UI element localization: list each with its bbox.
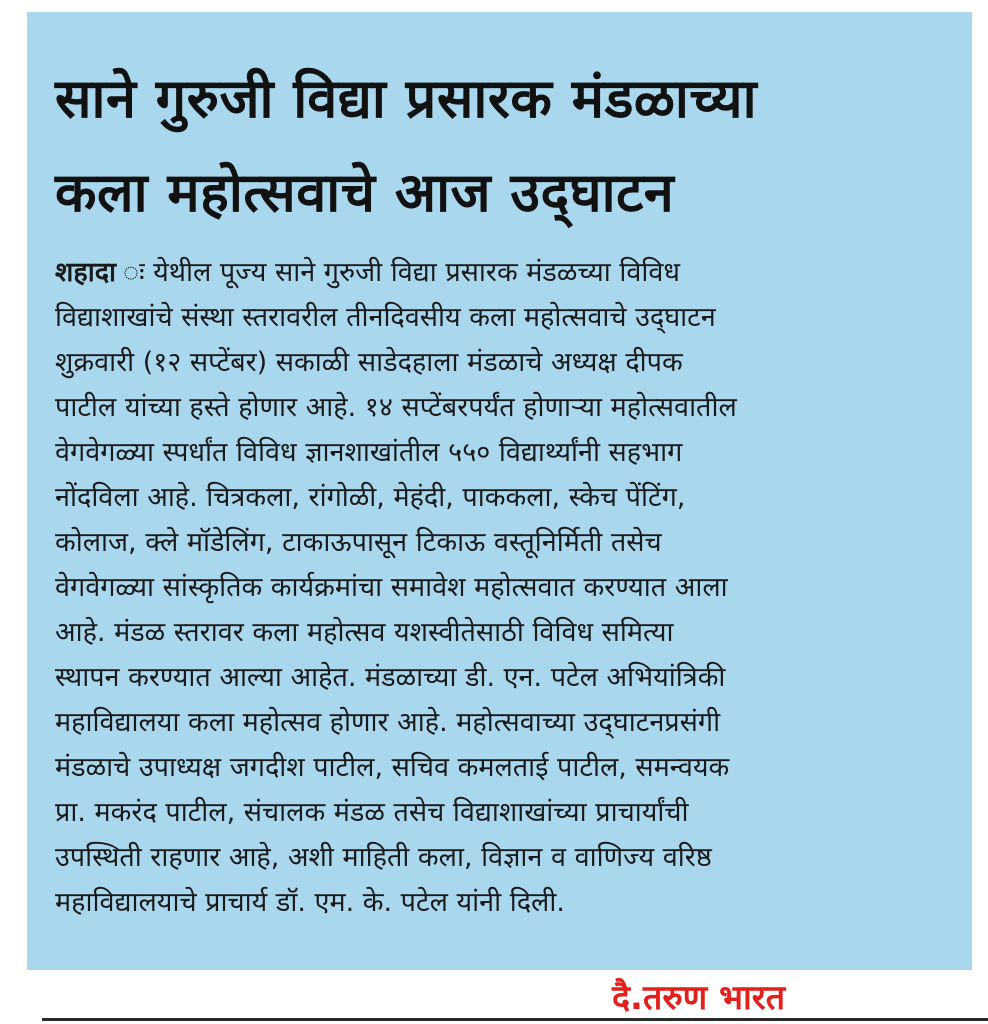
article-body [55,250,942,925]
body-line-8: वेगवेगळ्या सांस्कृतिक कार्यक्रमांचा समावेश महोत्सवात करण्यात आला [55,572,728,603]
headline [55,52,942,240]
headline-line-2: कला महोत्सवाचे आज उद्‌घाटन [55,161,675,224]
body-line-1 [55,250,942,295]
body-line-5: वेगवेगळ्या स्पर्धांत विविध ज्ञानशाखांतील ५५० विद्यार्थ्यांनी सहभाग [55,437,683,468]
dateline-separator: ः [116,257,154,288]
dateline: शहादा [55,257,117,288]
body-line-1-text: येथील पूज्य साने गुरुजी विद्या प्रसारक मंडळच्या विविध [153,257,680,288]
body-line-13: प्रा. मकरंद पाटील, संचालक मंडळ तसेच विद्याशाखांच्या प्राचार्यांची [55,797,689,828]
headline-line-1: साने गुरुजी विद्या प्रसारक मंडळाच्या [55,67,758,130]
footer-rule [42,1018,988,1021]
body-line-12: मंडळाचे उपाध्यक्ष जगदीश पाटील, सचिव कमलताई पाटील, समन्वयक [55,752,730,783]
body-line-4: पाटील यांच्या हस्ते होणार आहे. १४ सप्टेंबरपर्यंत होणाऱ्या महोत्सवातील [55,392,737,423]
newspaper-clipping [27,12,972,970]
body-line-15: महाविद्यालयाचे प्राचार्य डॉ. एम. के. पटेल यांनी दिली. [55,887,565,918]
body-line-10: स्थापन करण्यात आल्या आहेत. मंडळाच्या डी. एन. पटेल अभियांत्रिकी [55,662,726,693]
body-line-14: उपस्थिती राहणार आहे, अशी माहिती कला, विज्ञान व वाणिज्य वरिष्ठ [55,842,712,873]
body-line-2: विद्याशाखांचे संस्था स्तरावरील तीनदिवसीय कला महोत्सवाचे उद्‌घाटन [55,302,716,333]
body-line-7: कोलाज, क्ले मॉडेलिंग, टाकाऊपासून टिकाऊ वस्तूनिर्मिती तसेच [55,527,662,558]
body-line-11: महाविद्यालया कला महोत्सव होणार आहे. महोत्सवाच्या उद्‌घाटनप्रसंगी [55,707,721,738]
body-line-3: शुक्रवारी (१२ सप्टेंबर) सकाळी साडेदहाला मंडळाचे अध्यक्ष दीपक [55,347,683,378]
body-line-9: आहे. मंडळ स्तरावर कला महोत्सव यशस्वीतेसाठी विविध समित्या [55,617,674,648]
body-line-6: नोंदविला आहे. चित्रकला, रांगोळी, मेहंदी, पाककला, स्केच पेंटिंग, [55,482,686,513]
newspaper-source-name: दै.तरुण भारत [612,978,786,1018]
